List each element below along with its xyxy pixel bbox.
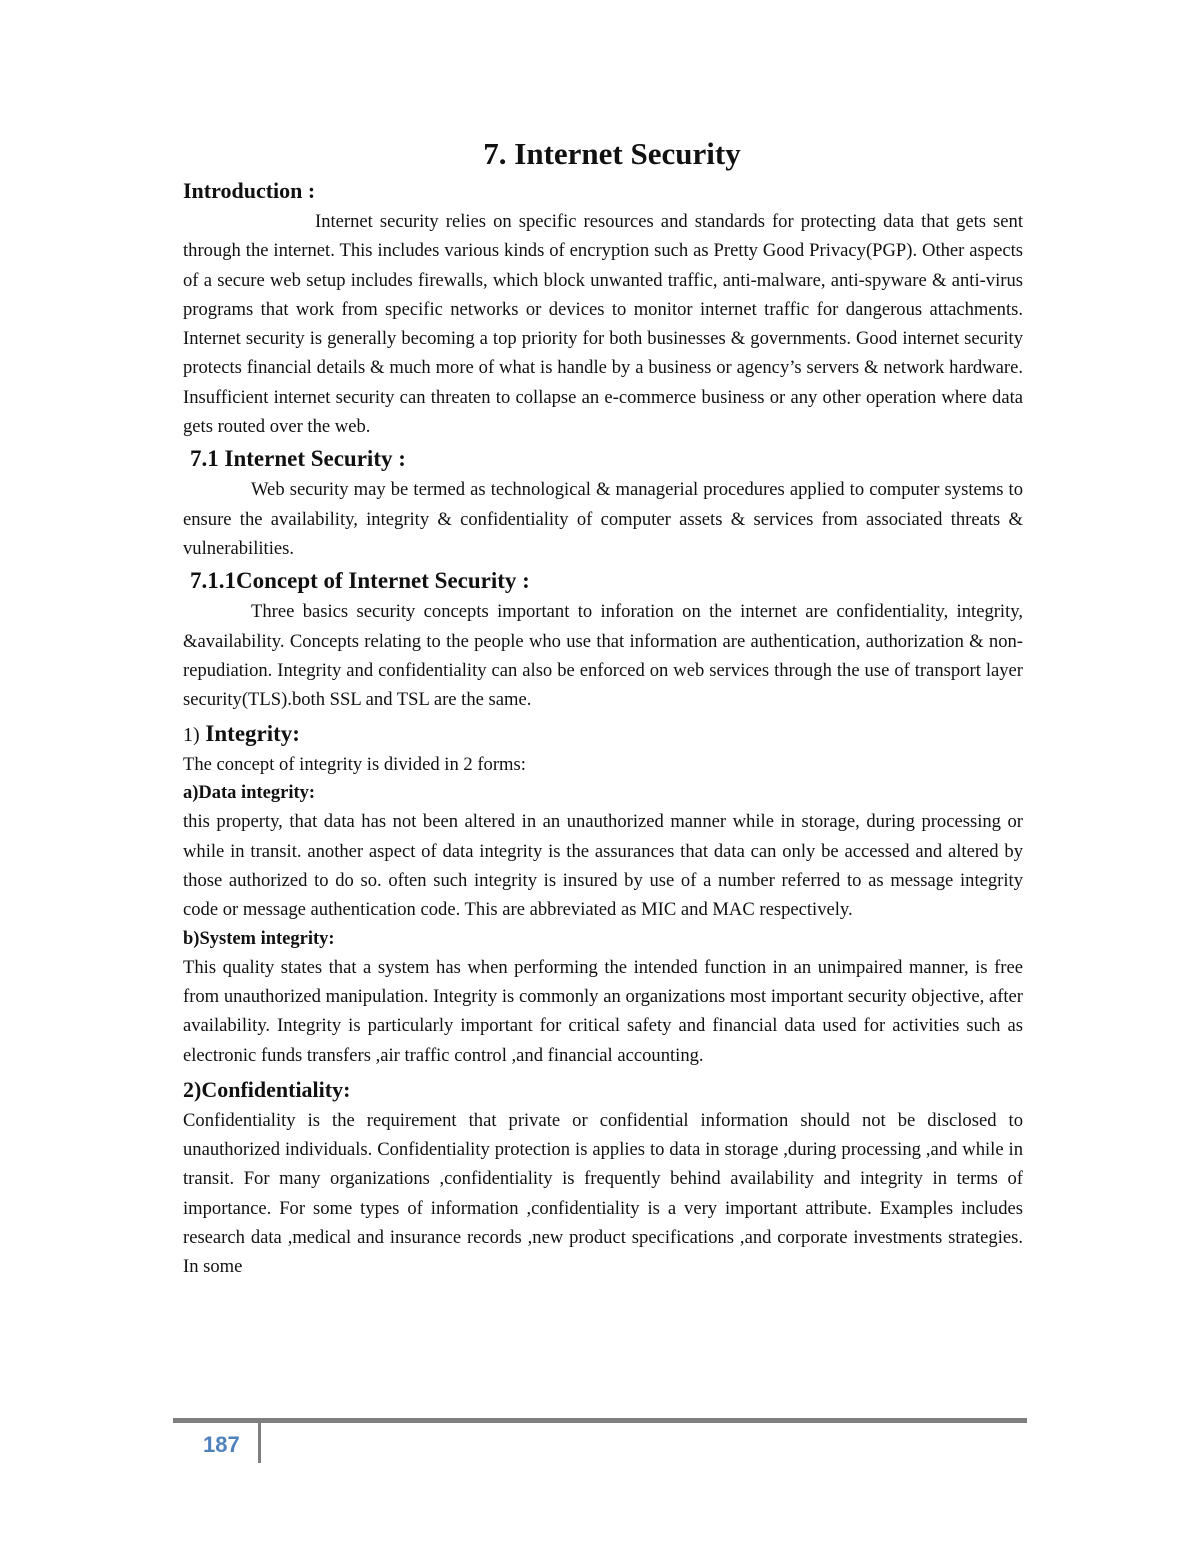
section-7-1-heading: 7.1 Internet Security :	[190, 446, 406, 472]
system-integrity-paragraph: This quality states that a system has when performing the intended function in an unimpaired manner, is free from unauthorized manipulation. Integrity is commonly an organizations most important security objective, after availability. Integrity is particularly important for critical safety and financial data used for activities such as electronic funds transfers ,air traffic control ,and financial accounting.	[183, 956, 1023, 1066]
integrity-intro: The concept of integrity is divided in 2 forms:	[183, 754, 526, 776]
system-integrity-heading: b)System integrity:	[183, 928, 335, 949]
page-number: 187	[203, 1432, 240, 1457]
footer-divider	[258, 1423, 261, 1463]
confidentiality-paragraph: Confidentiality is the requirement that private or confidential information should not be disclosed to unauthorized individuals. Confidentiality protection is applies to data in storage ,during processing ,and while in transit. For many organizations ,confidentiality is frequently behind availability and integrity in terms of importance. For some types of information ,confidentiality is a very important attribute. Examples includes research data ,medical and insurance records ,new product specifications ,and corporate investments strategies. In some	[183, 1109, 1023, 1278]
section-7-1-paragraph: Web security may be termed as technological & managerial procedures applied to computer systems to ensure the availability, integrity & confidentiality of computer assets & services from associated threats & vulnerabilities.	[183, 479, 1023, 559]
introduction-paragraph: Internet security relies on specific resources and standards for protecting data that gets sent through the internet. This includes various kinds of encryption such as Pretty Good Privacy(PGP). Other aspects of a secure web setup includes firewalls, which block unwanted traffic, anti-malware, anti-spyware & anti-virus programs that work from specific networks or devices to monitor internet traffic for dangerous attachments. Internet security is generally becoming a top priority for both businesses & governments. Good internet security protects financial details & much more of what is handle by a business or agency’s servers & network hardware. Insufficient internet security can threaten to collapse an e-commerce business or any other operation where data gets routed over the web.	[183, 211, 1023, 438]
integrity-heading	[183, 720, 1023, 749]
section-7-1-1-heading: 7.1.1Concept of Internet Security :	[190, 568, 530, 594]
integrity-label: Integrity:	[205, 721, 300, 747]
data-integrity-heading: a)Data integrity:	[183, 783, 316, 804]
data-integrity-paragraph: this property, that data has not been altered in an unauthorized manner while in storage, during processing or while in transit. another aspect of data integrity is the assurances that data can only be accessed and altered by those authorized to do so. often such integrity is insured by use of a number referred to as message integrity code or message authentication code. This are abbreviated as MIC and MAC respectively.	[183, 811, 1023, 921]
footer-rule	[173, 1418, 1027, 1423]
confidentiality-heading: 2)Confidentiality:	[183, 1076, 351, 1102]
page-title: 7. Internet Security	[483, 136, 741, 171]
page-content	[183, 136, 1023, 1282]
integrity-number: 1)	[183, 724, 200, 747]
section-7-1-1-paragraph: Three basics security concepts important to inforation on the internet are confidentiality, integrity, &availability. Concepts relating to the people who use that information are authentication, authorization & non-repudiation. Integrity and confidentiality can also be enforced on web services through the use of transport layer security(TLS).both SSL and TSL are the same.	[183, 601, 1023, 711]
introduction-heading: Introduction :	[183, 178, 316, 203]
